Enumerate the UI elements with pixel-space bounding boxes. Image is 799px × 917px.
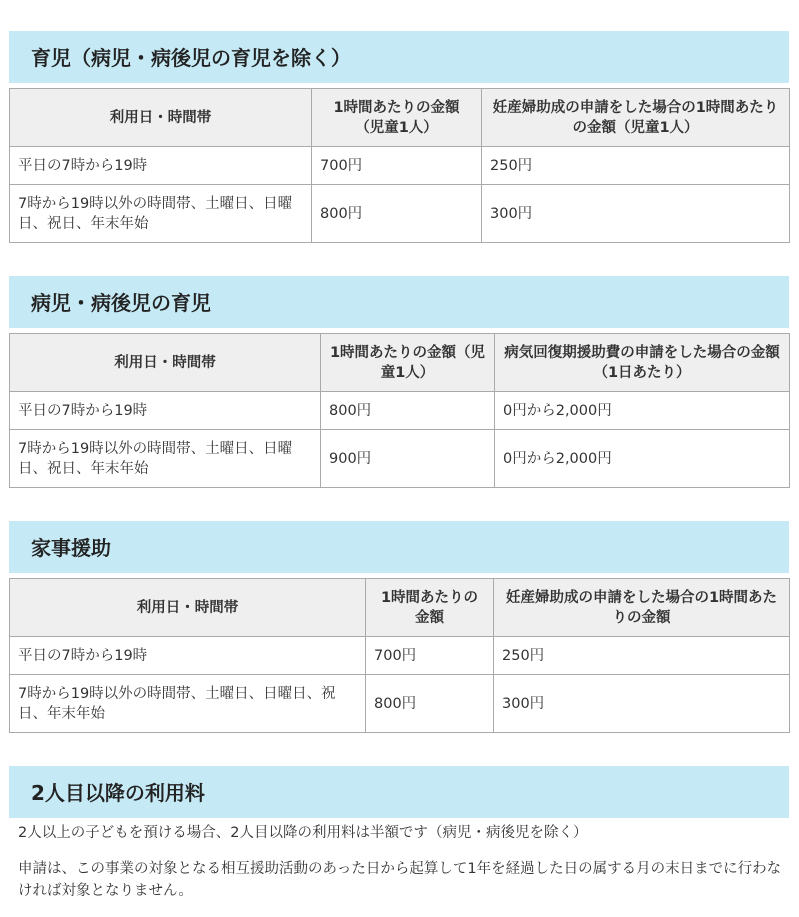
- table-cell: 800円: [366, 675, 494, 733]
- table-cell: 250円: [494, 637, 790, 675]
- table-cell: 700円: [366, 637, 494, 675]
- column-header: 利用日・時間帯: [10, 334, 321, 392]
- table-cell: 7時から19時以外の時間帯、土曜日、日曜日、祝日、年末年始: [10, 430, 321, 488]
- section-heading-sick-childcare: 病児・病後児の育児: [9, 276, 789, 328]
- table-row: [10, 147, 790, 185]
- column-header: 利用日・時間帯: [10, 89, 312, 147]
- fee-table-housework: [9, 578, 790, 733]
- column-header: 1時間あたりの金額: [366, 579, 494, 637]
- table-row: [10, 675, 790, 733]
- table-cell: 700円: [312, 147, 482, 185]
- section-heading-childcare: 育児（病児・病後児の育児を除く）: [9, 31, 789, 83]
- column-header: 妊産婦助成の申請をした場合の1時間あたりの金額: [494, 579, 790, 637]
- table-header-row: [10, 334, 790, 392]
- table-cell: 800円: [312, 185, 482, 243]
- section-heading-second-child-fee: 2人目以降の利用料: [9, 766, 789, 818]
- table-cell: 7時から19時以外の時間帯、土曜日、日曜日、祝日、年末年始: [10, 675, 366, 733]
- column-header: 病気回復期援助費の申請をした場合の金額（1日あたり）: [495, 334, 790, 392]
- section-heading-housework: 家事援助: [9, 521, 789, 573]
- fee-table-childcare: [9, 88, 790, 243]
- table-row: [10, 185, 790, 243]
- table-header-row: [10, 579, 790, 637]
- table-cell: 7時から19時以外の時間帯、土曜日、日曜日、祝日、年末年始: [10, 185, 312, 243]
- table-cell: 250円: [482, 147, 790, 185]
- table-cell: 900円: [321, 430, 495, 488]
- column-header: 1時間あたりの金額（児童1人）: [312, 89, 482, 147]
- table-cell: 0円から2,000円: [495, 430, 790, 488]
- table-cell: 0円から2,000円: [495, 392, 790, 430]
- note-application-deadline: 申請は、この事業の対象となる相互援助活動のあった日から起算して1年を経過した日の属する月の末日までに行わなければ対象となりません。: [18, 861, 782, 899]
- table-cell: 800円: [321, 392, 495, 430]
- table-cell: 300円: [482, 185, 790, 243]
- table-cell: 300円: [494, 675, 790, 733]
- table-row: [10, 392, 790, 430]
- table-row: [10, 637, 790, 675]
- table-row: [10, 430, 790, 488]
- column-header: 妊産婦助成の申請をした場合の1時間あたりの金額（児童1人）: [482, 89, 790, 147]
- table-cell: 平日の7時から19時: [10, 392, 321, 430]
- column-header: 1時間あたりの金額（児童1人）: [321, 334, 495, 392]
- table-header-row: [10, 89, 790, 147]
- table-cell: 平日の7時から19時: [10, 147, 312, 185]
- note-second-child-discount: 2人以上の子どもを預ける場合、2人目以降の利用料は半額です（病児・病後児を除く）: [18, 825, 588, 841]
- column-header: 利用日・時間帯: [10, 579, 366, 637]
- table-cell: 平日の7時から19時: [10, 637, 366, 675]
- fee-table-sick-childcare: [9, 333, 790, 488]
